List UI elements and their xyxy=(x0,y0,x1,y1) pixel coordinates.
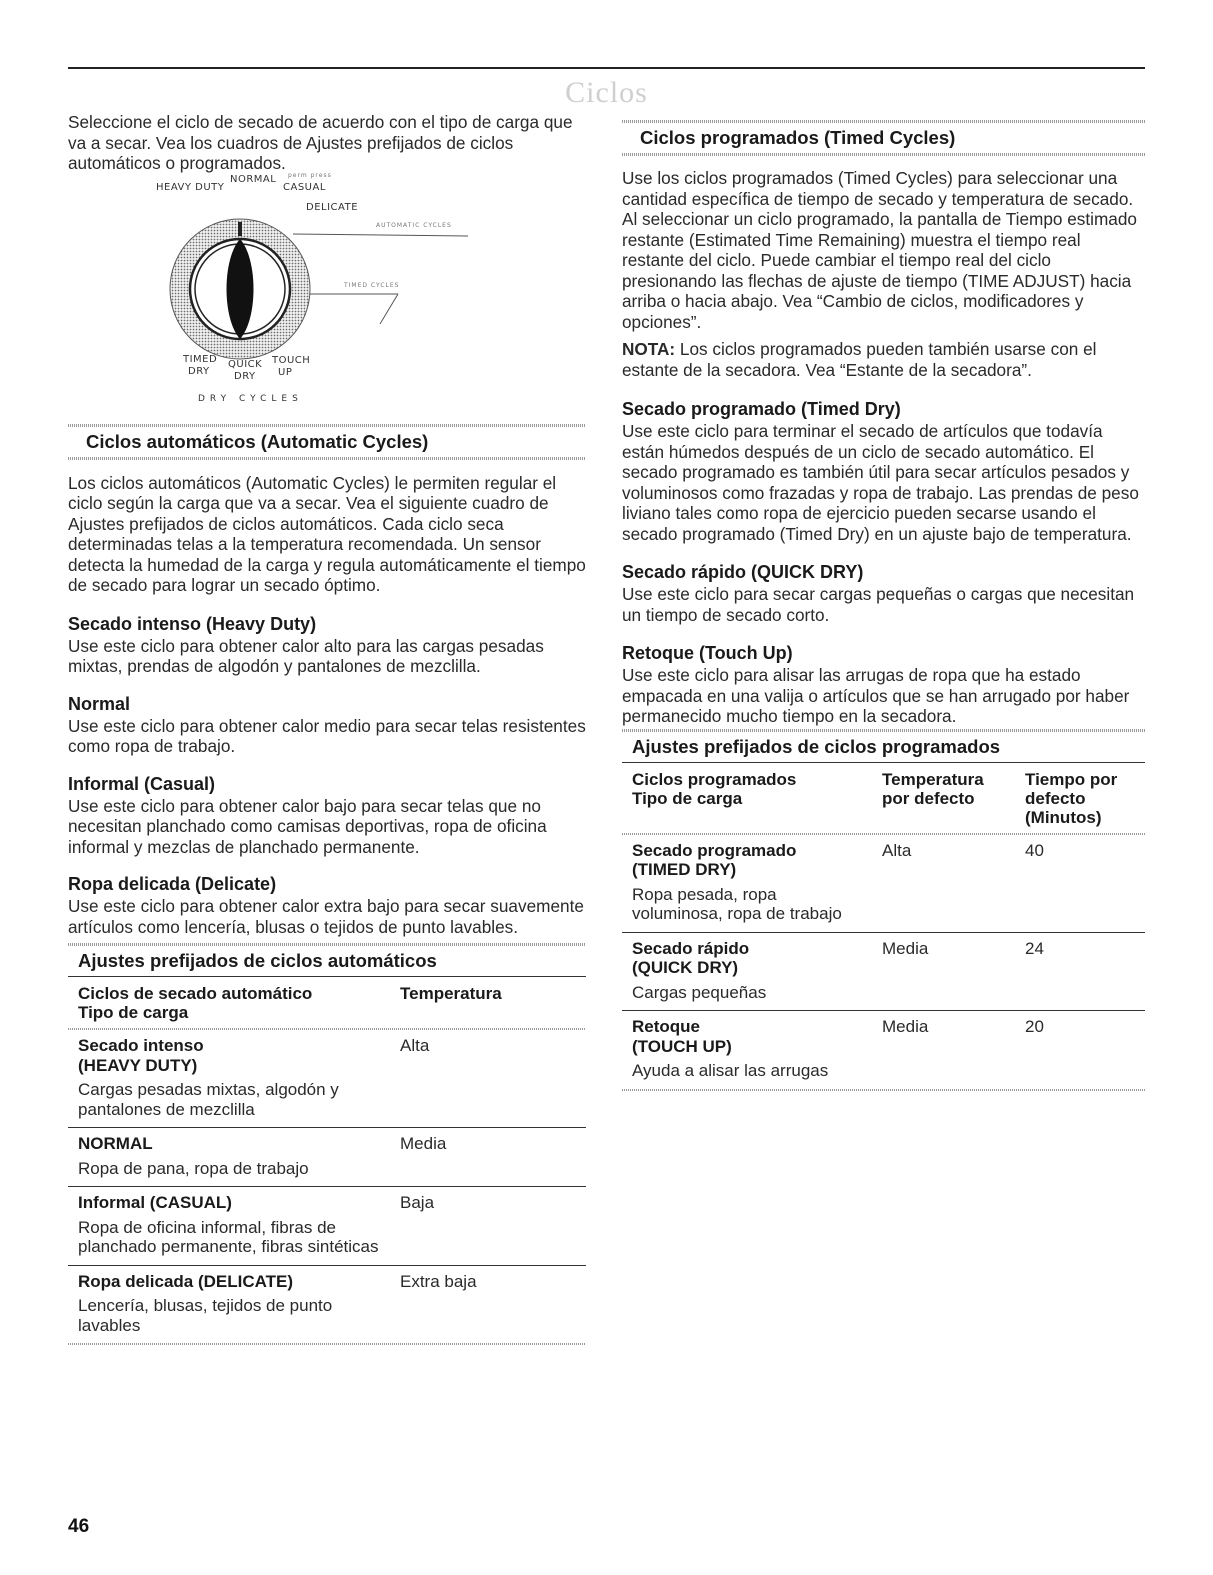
delicate-paragraph: Use este ciclo para obtener calor extra bajo para secar suavemente artículos como lencería, blusas o tejidos de punto lavables. xyxy=(68,896,584,937)
timed-cycles-header-box xyxy=(622,120,1145,156)
load-description: Ayuda a alisar las arrugas xyxy=(632,1061,829,1080)
casual-heading: Informal (Casual) xyxy=(68,773,216,794)
table-header-row xyxy=(622,762,1145,833)
auto-cycles-header-box xyxy=(68,424,586,460)
note-text: Los ciclos programados pueden también usarse con el estante de la secadora. Vea “Estante de la secadora”. xyxy=(622,339,1097,380)
intro-paragraph: Seleccione el ciclo de secado de acuerdo con el tipo de carga que va a secar. Vea los cuadros de Ajustes prefijados de ciclos automáticos o programados. xyxy=(68,112,573,173)
dial-label-delicate: DELICATE xyxy=(306,201,359,213)
timed-presets-heading: Ajustes prefijados de ciclos programados xyxy=(632,735,1001,757)
table-row xyxy=(68,1128,586,1187)
auto-presets-table-box xyxy=(68,943,586,1345)
table-row xyxy=(622,835,1145,933)
timed-dry-paragraph: Use este ciclo para terminar el secado de artículos que todavía están húmedos después de un ciclo de secado automático. El secado programado es también útil para secar artículos pesados y voluminosos como frazadas y ropa de trabajo. Las prendas de peso liviano tales como ropa de ejercicio pueden secarse usando el secado programado (Timed Dry) en un ajuste bajo de temperatura. xyxy=(622,421,1139,544)
note-paragraph xyxy=(622,339,1145,380)
dial-label-perm-press: perm press xyxy=(288,171,332,179)
timed-presets-table-box xyxy=(622,729,1145,1091)
load-description: Cargas pesadas mixtas, algodón y pantalones de mezclilla xyxy=(78,1080,339,1119)
dial-label-dry-cycles: DRY CYCLES xyxy=(198,393,303,404)
timed-cycles-paragraph: Use los ciclos programados (Timed Cycles) para seleccionar una cantidad específica de tiempo de secado y temperatura de secado. Al seleccionar un ciclo programado, la pantalla de Tiempo estimado restante (Estimated Time Remaining) muestra el tiempo real restante del ciclo. Puede cambiar el tiempo real del ciclo presionando las flechas de ajuste de tiempo (TIME ADJUST) hacia arriba o hacia abajo. Vea “Cambio de ciclos, modificadores y opciones”. xyxy=(622,168,1137,332)
table-header-row xyxy=(68,977,586,1029)
header-load-type: Tipo de carga xyxy=(632,788,743,808)
temperature-value: Alta xyxy=(400,1036,430,1055)
section-title: Ciclos xyxy=(565,76,648,109)
touch-up-paragraph: Use este ciclo para alisar las arrugas de ropa que ha estado empacada en una valija o artículos que se han arrugado por haber permanecido mucho tiempo en la secadora. xyxy=(622,665,1130,726)
note-label: NOTA: xyxy=(622,339,676,359)
dial-graphic xyxy=(168,181,528,406)
load-description: Ropa de pana, ropa de trabajo xyxy=(78,1158,309,1178)
quick-dry-paragraph: Use este ciclo para secar cargas pequeñas o cargas que necesitan un tiempo de secado corto. xyxy=(622,584,1135,625)
dial-label-quick-dry: DRY xyxy=(234,370,256,382)
dial-label-heavy-duty: HEAVY DUTY xyxy=(156,181,225,193)
dial-label-up: UP xyxy=(278,366,293,378)
header-time: Tiempo por xyxy=(1025,769,1118,789)
normal-paragraph: Use este ciclo para obtener calor medio para secar telas resistentes como ropa de trabajo. xyxy=(68,715,586,756)
normal-heading: Normal xyxy=(68,693,131,714)
table-row xyxy=(68,1187,586,1266)
header-cycle: Ciclos programados xyxy=(632,769,797,789)
temperature-value: Baja xyxy=(390,1187,586,1266)
dial-label-timed-cycles: TIMED CYCLES xyxy=(344,281,400,289)
quick-dry-heading: Secado rápido (QUICK DRY) xyxy=(622,562,864,582)
dial-label-normal: NORMAL xyxy=(230,173,277,185)
header-temperature: Temperatura xyxy=(882,769,984,789)
cycle-name: Secado programado xyxy=(632,840,797,860)
casual-section xyxy=(68,773,586,858)
dial-label-dry: DRY xyxy=(188,365,210,377)
timed-dry-heading: Secado programado (Timed Dry) xyxy=(622,399,901,419)
timed-cycles-heading: Ciclos programados (Timed Cycles) xyxy=(640,127,956,148)
dial-label-touch: TOUCH xyxy=(272,354,311,366)
header-time-default: defecto xyxy=(1025,788,1086,808)
normal-section xyxy=(68,693,586,757)
header-cycle: Ciclos de secado automático xyxy=(78,984,313,1003)
temperature-value: Extra baja xyxy=(390,1265,586,1343)
cycle-code: (QUICK DRY) xyxy=(632,958,739,977)
cycle-name: NORMAL xyxy=(78,1134,153,1153)
header-temperature: Temperatura xyxy=(400,984,502,1003)
time-value: 24 xyxy=(1015,932,1145,1011)
cycle-dial-diagram xyxy=(156,171,528,406)
left-column xyxy=(68,112,586,1345)
cycle-code: (TOUCH UP) xyxy=(632,1036,732,1056)
heavy-duty-paragraph: Use este ciclo para obtener calor alto para las cargas pesadas mixtas, prendas de algodón y pantalones de mezclilla. xyxy=(68,635,544,676)
cycle-code: (TIMED DRY) xyxy=(632,860,737,879)
load-description: Ropa pesada, ropa voluminosa, ropa de trabajo xyxy=(632,884,842,923)
auto-cycles-heading: Ciclos automáticos (Automatic Cycles) xyxy=(86,430,429,452)
load-description: Cargas pequeñas xyxy=(632,982,767,1002)
table-row xyxy=(622,1011,1145,1089)
casual-paragraph: Use este ciclo para obtener calor bajo para secar telas que no necesitan planchado como camisas deportivas, ropa de oficina informal y mezclas de planchado permanente. xyxy=(68,795,547,857)
time-value: 40 xyxy=(1025,840,1044,860)
time-value: 20 xyxy=(1015,1011,1145,1089)
table-row xyxy=(622,932,1145,1011)
header-load-type: Tipo de carga xyxy=(78,1003,189,1022)
touch-up-heading: Retoque (Touch Up) xyxy=(622,643,793,663)
top-rule xyxy=(68,67,1145,69)
cycle-name: Secado rápido xyxy=(632,938,750,958)
delicate-heading: Ropa delicada (Delicate) xyxy=(68,874,277,894)
cycle-name: Retoque xyxy=(632,1017,700,1036)
header-default: por defecto xyxy=(882,788,975,808)
delicate-section xyxy=(68,873,586,937)
cycle-code: (HEAVY DUTY) xyxy=(78,1055,198,1075)
page-number: 46 xyxy=(68,1516,90,1537)
dial-label-quick: QUICK xyxy=(228,358,263,370)
heavy-duty-section xyxy=(68,613,586,677)
dial-label-timed: TIMED xyxy=(183,353,218,365)
auto-presets-table xyxy=(68,976,586,1343)
temperature-value: Media xyxy=(390,1128,586,1187)
dial-label-casual: CASUAL xyxy=(283,181,326,193)
cycle-name: Ropa delicada (DELICATE) xyxy=(78,1271,294,1291)
temperature-value: Media xyxy=(872,932,1015,1011)
cycle-name: Informal (CASUAL) xyxy=(78,1193,232,1212)
quick-dry-section xyxy=(622,561,1145,625)
timed-presets-table xyxy=(622,762,1145,1089)
header-minutes: (Minutos) xyxy=(1025,807,1102,827)
right-column xyxy=(622,112,1145,1091)
dial-label-automatic-cycles: AUTOMATIC CYCLES xyxy=(376,221,452,229)
temperature-value: Alta xyxy=(882,840,912,860)
load-description: Ropa de oficina informal, fibras de planchado permanente, fibras sintéticas xyxy=(78,1217,379,1256)
temperature-value: Media xyxy=(872,1011,1015,1089)
touch-up-section xyxy=(622,642,1145,727)
table-row xyxy=(68,1265,586,1343)
auto-presets-heading: Ajustes prefijados de ciclos automáticos xyxy=(78,950,437,971)
auto-cycles-paragraph: Los ciclos automáticos (Automatic Cycles) le permiten regular el ciclo según la carga que va a secar. Vea el siguiente cuadro de Ajustes prefijados de ciclos automáticos. Cada ciclo seca determinadas telas a la temperatura recomendada. Un sensor detecta la humedad de la carga y regula automáticamente el tiempo de secado para lograr un secado óptimo. xyxy=(68,472,586,595)
timed-dry-section xyxy=(622,398,1145,544)
cycle-name: Secado intenso xyxy=(78,1036,204,1055)
heavy-duty-heading: Secado intenso (Heavy Duty) xyxy=(68,613,317,634)
load-description: Lencería, blusas, tejidos de punto lavables xyxy=(78,1296,333,1335)
table-row xyxy=(68,1030,586,1128)
